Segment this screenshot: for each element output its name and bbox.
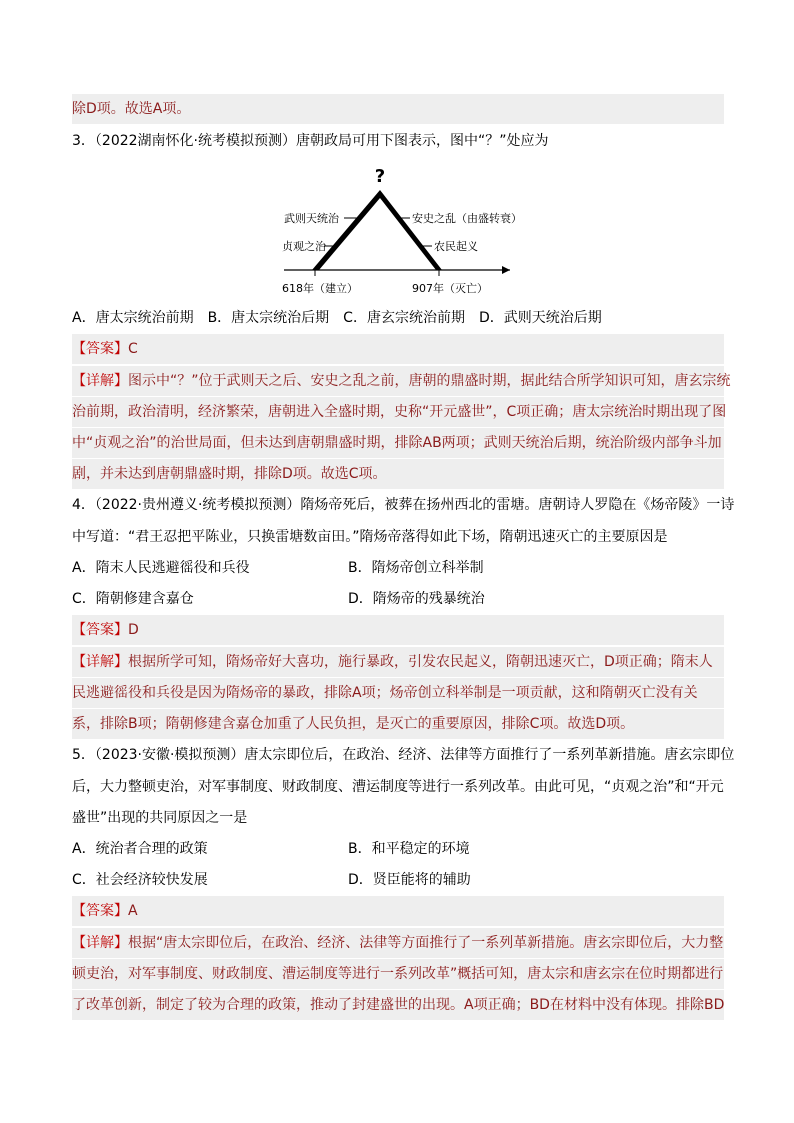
q5-stem-1: 5．（2023·安徽·模拟预测）唐太宗即位后，在政治、经济、法律等方面推行了一系列革新措施。唐玄宗即位 <box>72 747 735 763</box>
q4-options-row-1 <box>72 553 724 583</box>
q4-option-d: D．隋炀帝的残暴统治 <box>348 591 485 607</box>
answer-tag: 【答案】 <box>72 341 128 357</box>
q5-options-row-2 <box>72 865 724 895</box>
q5-option-a: A．统治者合理的政策 <box>72 841 208 857</box>
detail-text: 图示中“？”位于武则天之后、安史之乱之前，唐朝的鼎盛时期，据此结合所学知识可知，唐玄宗统 <box>128 373 731 389</box>
q5-detail-3: 了改革创新，制定了较为合理的政策，推动了封建盛世的出现。A项正确；BD在材料中没有体现。排除BD <box>72 990 724 1020</box>
diagram-start: 618年（建立） <box>282 282 358 295</box>
q4-options-row-2 <box>72 584 724 614</box>
q5-options-row-1 <box>72 834 724 864</box>
q5-option-c: C．社会经济较快发展 <box>72 872 208 888</box>
diagram-end: 907年（灭亡） <box>412 282 488 295</box>
q4-option-b: B．隋炀帝创立科举制 <box>348 560 484 576</box>
detail-tag: 【详解】 <box>72 654 128 670</box>
diagram-right-lower: 农民起义 <box>434 240 478 253</box>
detail-text: 根据“唐太宗即位后，在政治、经济、法律等方面推行了一系列革新措施。唐玄宗即位后，大力整 <box>128 935 724 951</box>
q3-detail-4: 剧，并未达到唐朝鼎盛时期，排除D项。故选C项。 <box>72 459 724 489</box>
answer-tag: 【答案】 <box>72 622 128 638</box>
q3-answer <box>72 334 724 364</box>
q3-options: A．唐太宗统治前期 B．唐太宗统治后期 C．唐玄宗统治前期 D．武则天统治后期 <box>72 310 602 326</box>
answer-value: D <box>128 622 139 638</box>
q4-option-a: A．隋末人民逃避徭役和兵役 <box>72 560 250 576</box>
q4-answer <box>72 615 724 645</box>
q5-detail-1 <box>72 928 724 958</box>
diagram-left-lower: 贞观之治 <box>282 240 326 253</box>
q4-stem-1: 4．（2022·贵州遵义·统考模拟预测）隋炀帝死后，被葬在扬州西北的雷塘。唐朝诗人罗隐在《炀帝陵》一诗 <box>72 497 735 513</box>
q5-answer <box>72 896 724 926</box>
detail-tag: 【详解】 <box>72 373 128 389</box>
q5-stem-3: 盛世”出现的共同原因之一是 <box>72 810 248 826</box>
answer-value: C <box>128 341 138 357</box>
q4-detail-2: 民逃避徭役和兵役是因为隋炀帝的暴政，排除A项；炀帝创立科举制是一项贡献，这和隋朝灭亡没有关 <box>72 678 724 708</box>
detail-tag: 【详解】 <box>72 935 128 951</box>
q4-option-c: C．隋朝修建含嘉仓 <box>72 591 194 607</box>
diagram-right-upper: 安史之乱（由盛转衰） <box>412 212 522 225</box>
tang-politics-diagram <box>252 160 532 300</box>
detail-text: 根据所学可知，隋炀帝好大喜功，施行暴政，引发农民起义，隋朝迅速灭亡，D项正确；隋末人 <box>128 654 713 670</box>
q5-detail-2: 顿吏治，对军事制度、财政制度、漕运制度等进行一系列改革”概括可知，唐太宗和唐玄宗在位时期都进行 <box>72 959 724 989</box>
q5-option-b: B．和平稳定的环境 <box>348 841 470 857</box>
q3-detail-3: 中“贞观之治”的治世局面，但未达到唐朝鼎盛时期，排除AB两项；武则天统治后期，统治阶级内部争斗加 <box>72 428 724 458</box>
q3-detail-2: 治前期，政治清明，经济繁荣，唐朝进入全盛时期，史称“开元盛世”，C项正确；唐太宗统治时期出现了图 <box>72 397 724 427</box>
q4-detail-3: 系，排除B项；隋朝修建含嘉仓加重了人民负担，是灭亡的重要原因，排除C项。故选D项。 <box>72 709 724 739</box>
q4-detail-1 <box>72 647 724 677</box>
diagram-apex: ? <box>374 166 386 187</box>
q5-stem-2: 后，大力整顿吏治，对军事制度、财政制度、漕运制度等进行一系列改革。由此可见，“贞观之治”和“开元 <box>72 779 724 795</box>
q5-option-d: D．贤臣能将的辅助 <box>348 872 471 888</box>
diagram-left-upper: 武则天统治 <box>284 212 339 225</box>
q4-stem-2: 中写道：“君王忍把平陈业，只换雷塘数亩田。”隋炀帝落得如此下场，隋朝迅速灭亡的主要原因是 <box>72 529 668 545</box>
answer-tag: 【答案】 <box>72 903 128 919</box>
q2-tail: 除D项。故选A项。 <box>72 94 724 124</box>
answer-value: A <box>128 903 138 919</box>
q3-stem: 3．（2022湖南怀化·统考模拟预测）唐朝政局可用下图表示，图中“？”处应为 <box>72 133 549 149</box>
q3-detail-1 <box>72 366 731 396</box>
